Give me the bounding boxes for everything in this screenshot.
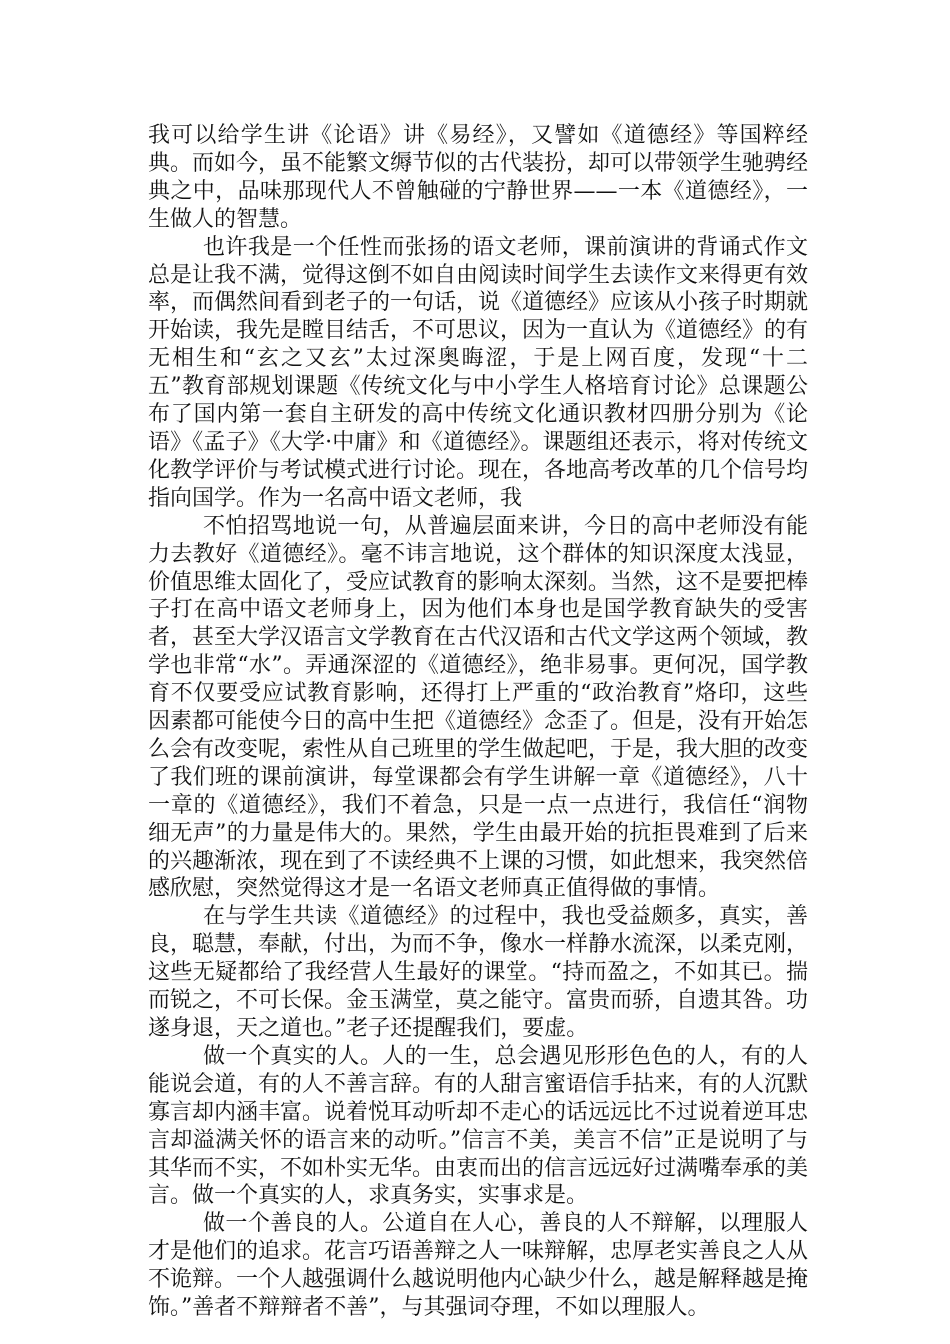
paragraph-2: 也许我是一个任性而张扬的语文老师，课前演讲的背诵式作文总是让我不满，觉得这倒不如自由阅读时间学生去读作文来得更有效率，而偶然间看到老子的一句话，说《道德经》应该从小孩子时期就开始读，我先是瞠目结舌，不可思议，因为一直认为《道德经》的有无相生和“玄之又玄”太过深奥晦涩，于是上网百度，发现“十二五”教育部规划课题《传统文化与中小学生人格培育讨论》总课题公布了国内第一套自主研发的高中传统文化通识教材四册分别为《论语》《孟子》《大学·中庸》和《道德经》。课题组还表示，将对传统文化教学评价与考试模式进行讨论。现在，各地高考改革的几个信号均指向国学。作为一名高中语文老师，我 bbox=[148, 234, 809, 511]
paragraph-4: 在与学生共读《道德经》的过程中，我也受益颇多，真实，善良，聪慧，奉献，付出，为而不争，像水一样静水流深，以柔克刚，这些无疑都给了我经营人生最好的课堂。“持而盈之，不如其已。揣而锐之，不可长保。金玉满堂，莫之能守。富贵而骄，自遗其咎。功遂身退，天之道也。”老子还提醒我们，要虚。 bbox=[148, 904, 809, 1041]
document-body bbox=[148, 122, 808, 1322]
paragraph-6: 做一个善良的人。公道自在人心，善良的人不辩解，以理服人才是他们的追求。花言巧语善辩之人一味辩解，忠厚老实善良之人从不诡辩。一个人越强调什么越说明他内心缺少什么，越是解释越是掩饰。”善者不辩辩者不善”，与其强词夺理，不如以理服人。 bbox=[148, 1211, 809, 1321]
paragraph-3: 不怕招骂地说一句，从普遍层面来讲，今日的高中老师没有能力去教好《道德经》。毫不讳言地说，这个群体的知识深度太浅显，价值思维太固化了，受应试教育的影响太深刻。当然，这不是要把棒子打在高中语文老师身上，因为他们本身也是国学教育缺失的受害者，甚至大学汉语言文学教育在古代汉语和古代文学这两个领域，教学也非常“水”。弄通深涩的《道德经》，绝非易事。更何况，国学教育不仅要受应试教育影响，还得打上严重的“政治教育”烙印，这些因素都可能使今日的高中生把《道德经》念歪了。但是，没有开始怎么会有改变呢，索性从自己班里的学生做起吧，于是，我大胆的改变了我们班的课前演讲，每堂课都会有学生讲解一章《道德经》，八十一章的《道德经》，我们不着急，只是一点一点进行，我信任“润物细无声”的力量是伟大的。果然，学生由最开始的抗拒畏难到了后来的兴趣渐浓，现在到了不读经典不上课的习惯，如此想来，我突然倍感欣慰，突然觉得这才是一名语文老师真正值得做的事情。 bbox=[148, 513, 809, 902]
paragraph-1: 我可以给学生讲《论语》讲《易经》，又譬如《道德经》等国粹经典。而如今，虽不能繁文缛节似的古代装扮，却可以带领学生驰骋经典之中，品味那现代人不曾触碰的宁静世界——一本《道德经》，一生做人的智慧。 bbox=[148, 123, 809, 232]
paragraph-5: 做一个真实的人。人的一生，总会遇见形形色色的人，有的人能说会道，有的人不善言辞。有的人甜言蜜语信手拈来，有的人沉默寡言却内涵丰富。说着悦耳动听却不走心的话远远比不过说着逆耳忠言却溢满关怀的语言来的动听。”信言不美，美言不信”正是说明了与其华而不实，不如朴实无华。由衷而出的信言远远好过满嘴奉承的美言。做一个真实的人，求真务实，实事求是。 bbox=[148, 1043, 809, 1209]
